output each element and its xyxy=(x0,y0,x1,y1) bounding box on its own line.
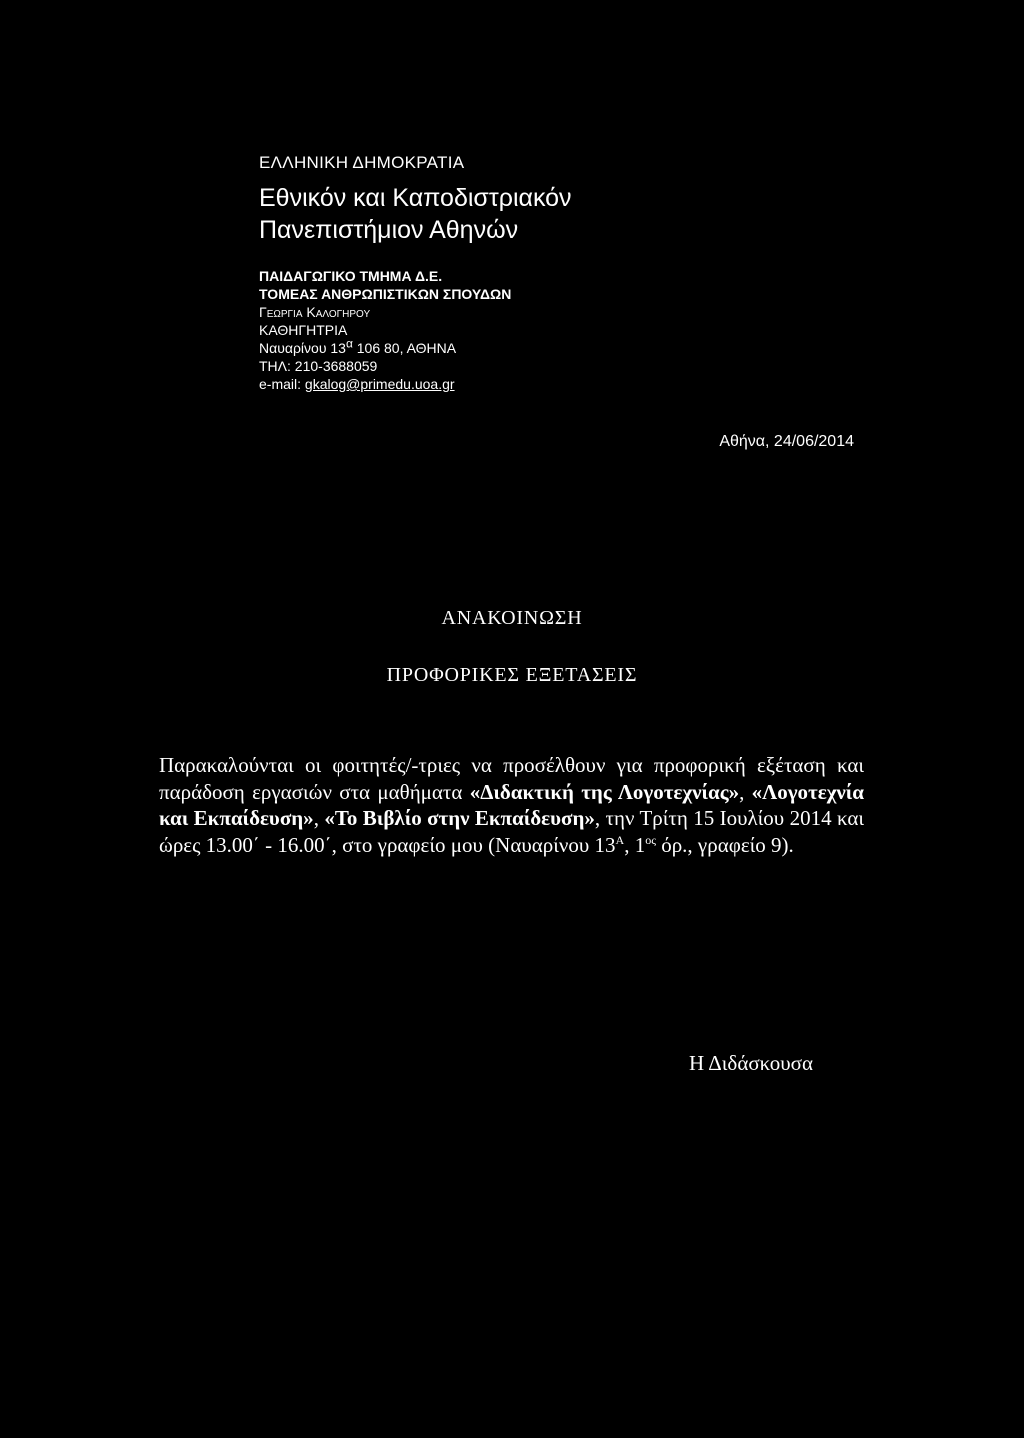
floor-superscript: ος xyxy=(645,832,656,847)
republic-heading: ΕΛΛΗΝΙΚΗ ΔΗΜΟΚΡΑΤΙΑ xyxy=(259,153,465,172)
email-line xyxy=(259,375,779,393)
professor-role: ΚΑΘΗΓΗΤΡΙΑ xyxy=(259,322,348,338)
department-name: ΠΑΙΔΑΓΩΓΙΚΟ ΤΜΗΜΑ Δ.Ε. xyxy=(259,268,443,284)
sector-name: ΤΟΜΕΑΣ ΑΝΘΡΩΠΙΣΤΙΚΩΝ ΣΠΟΥΔΩΝ xyxy=(259,286,512,302)
body-floor: , 1 xyxy=(624,832,646,857)
office-superscript: Α xyxy=(615,832,625,847)
university-name-line2: Πανεπιστήμιον Αθηνών xyxy=(259,216,519,244)
signature: Η Διδάσκουσα xyxy=(689,1051,813,1075)
address-superscript: α xyxy=(345,336,353,351)
course-1: «Διδακτική της Λογοτεχνίας» xyxy=(469,779,740,804)
contact-block xyxy=(259,267,779,393)
course-2: «Λογοτεχνία και Εκπαίδευση» xyxy=(159,779,865,830)
address xyxy=(259,336,779,357)
document-date: Αθήνα, 24/06/2014 xyxy=(719,433,854,450)
university-name-line1: Εθνικόν και Καποδιστριακόν xyxy=(259,184,572,212)
address-city: 106 80, ΑΘΗΝΑ xyxy=(352,340,457,356)
body-separator-1: , xyxy=(739,779,752,804)
announcement-subject: ΠΡΟΦΟΡΙΚΕΣ ΕΞΕΤΑΣΕΙΣ xyxy=(386,664,638,686)
announcement-body xyxy=(159,752,864,858)
announcement-title: ΑΝΑΚΟΙΝΩΣΗ xyxy=(441,607,583,629)
course-3: «Το Βιβλίο στην Εκπαίδευση» xyxy=(324,806,595,830)
letterhead xyxy=(259,153,779,393)
body-closing: όρ., γραφείο 9). xyxy=(655,832,794,857)
body-schedule: , την Τρίτη 15 Ιουλίου 2014 και ώρες 13.00΄ - 16.00΄, στο γραφείο μου (Ναυαρίνου 13 xyxy=(159,806,864,857)
address-street: Ναυαρίνου 13 xyxy=(259,340,346,356)
university-name xyxy=(259,182,779,246)
email-label: e-mail: xyxy=(259,376,305,392)
phone: ΤΗΛ: 210-3688059 xyxy=(259,358,378,374)
professor-name: Γεωργια Καλογηρου xyxy=(259,304,371,320)
body-intro: Παρακαλούνται οι φοιτητές/-τριες να προσέλθουν για προφορική εξέταση και παράδοση εργασιών στα μαθήματα xyxy=(159,753,864,804)
body-separator-2: , xyxy=(313,806,325,830)
email-link[interactable]: gkalog@primedu.uoa.gr xyxy=(304,376,455,392)
